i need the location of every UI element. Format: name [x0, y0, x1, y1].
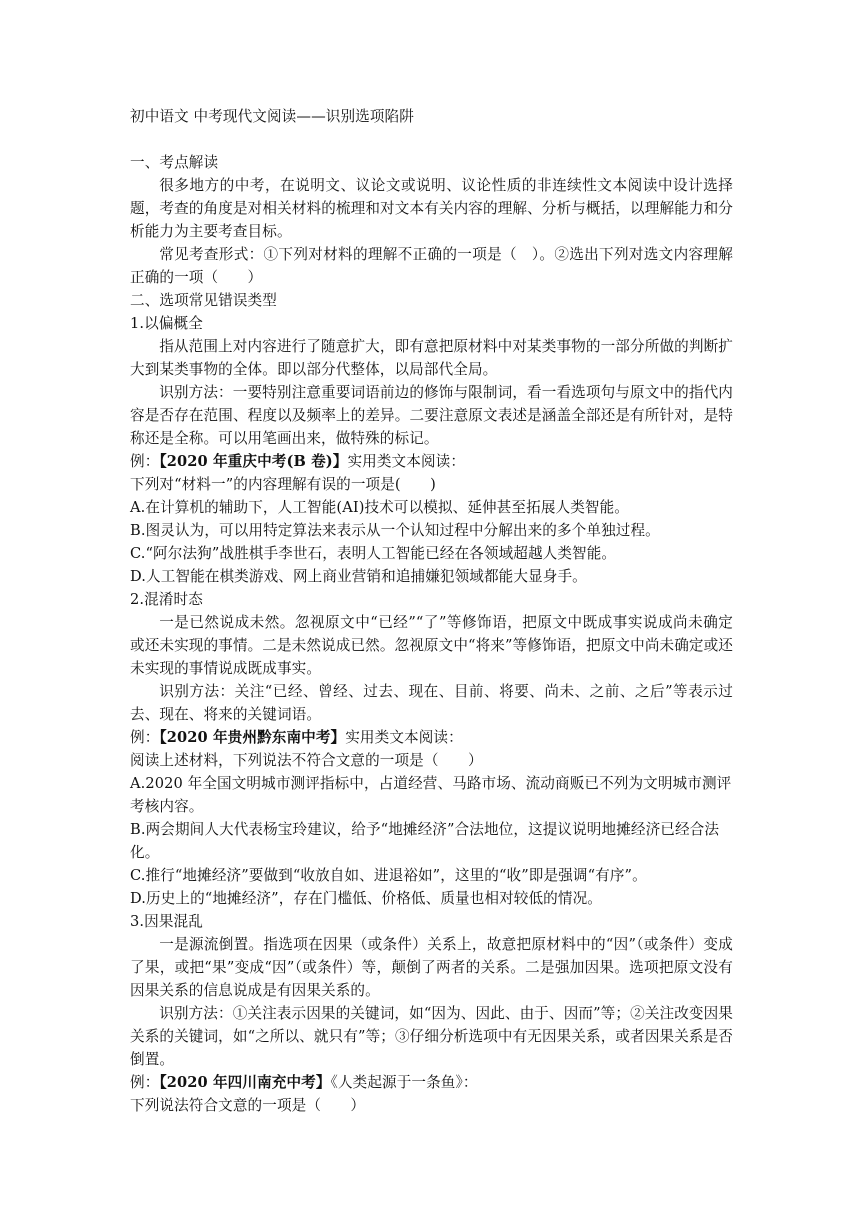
example-source [130, 1071, 733, 1094]
example-suffix: 实用类文本阅读： [347, 453, 466, 470]
example-source [130, 726, 733, 749]
paragraph: 一是源流倒置。指选项在因果（或条件）关系上，故意把原材料中的“因”（或条件）变成了果，或把“果”变成“因”（或条件）等，颠倒了两者的关系。二是强加因果。选项把原文没有因果关系的信息说成是有因果关系的。 [130, 936, 733, 999]
type-heading-2: 2.混淆时态 [130, 591, 203, 608]
document-title: 初中语文 中考现代文阅读——识别选项陷阱 [130, 108, 414, 125]
option: A.2020 年全国文明城市测评指标中，占道经营、马路市场、流动商贩已不列为文明城市测评考核内容。 [130, 775, 732, 815]
paragraph: 一是已然说成未然。忽视原文中“已经”“了”等修饰语，把原文中既成事实说成尚未确定或还未实现的事情。二是未然说成已然。忽视原文中“将来”等修饰语，把原文中尚未确定或还未实现的事情说成既成事实。 [130, 614, 733, 677]
paragraph: 很多地方的中考，在说明文、议论文或说明、议论性质的非连续性文本阅读中设计选择题，考查的角度是对相关材料的梳理和对文本有关内容的理解、分析与概括，以理解能力和分析能力为主要考查目标。 [130, 177, 733, 240]
example-prefix: 例： [130, 729, 160, 746]
paragraph: 指从范围上对内容进行了随意扩大，即有意把原材料中对某类事物的一部分所做的判断扩大到某类事物的全体。即以部分代整体，以局部代全局。 [130, 338, 733, 378]
option: D.历史上的“地摊经济”，存在门槛低、价格低、质量也相对较低的情况。 [130, 890, 602, 907]
example-source-bold: 【2020 年贵州黔东南中考】 [159, 729, 346, 746]
option: C.推行“地摊经济”要做到“收放自如、进退裕如”，这里的“收”即是强调“有序”。 [130, 867, 647, 884]
example-prefix: 例： [130, 1074, 160, 1091]
section-heading-2: 二、选项常见错误类型 [130, 292, 277, 309]
option: C.“阿尔法狗”战胜棋手李世石，表明人工智能已经在各领域超越人类智能。 [130, 545, 617, 562]
question: 下列说法符合文意的一项是（ ） [130, 1097, 366, 1114]
example-prefix: 例： [130, 453, 160, 470]
section-heading-1: 一、考点解读 [130, 154, 219, 171]
option: B.图灵认为，可以用特定算法来表示从一个认知过程中分解出来的多个单独过程。 [130, 522, 660, 539]
type-heading-3: 3.因果混乱 [130, 913, 203, 930]
paragraph: 识别方法：①关注表示因果的关键词，如“因为、因此、由于、因而”等；②关注改变因果关系的关键词，如“之所以、就只有”等；③仔细分析选项中有无因果关系，或者因果关系是否倒置。 [130, 1005, 733, 1068]
example-source-bold: 【2020 年重庆中考(B 卷)】 [159, 453, 348, 470]
question: 阅读上述材料，下列说法不符合文意的一项是（ ） [130, 752, 483, 769]
option: A.在计算机的辅助下，人工智能(AI)技术可以模拟、延伸甚至拓展人类智能。 [130, 499, 629, 516]
paragraph: 常见考查形式：①下列对材料的理解不正确的一项是（ ）。②选出下列对选文内容理解正确的一项（ ） [130, 246, 733, 286]
example-source-bold: 【2020 年四川南充中考】 [159, 1074, 331, 1091]
type-heading-1: 1.以偏概全 [130, 315, 203, 332]
example-source [130, 450, 733, 473]
question: 下列对“材料一”的内容理解有误的一项是( ) [130, 476, 436, 493]
example-suffix: 《人类起源于一条鱼》： [330, 1074, 478, 1091]
document-page [130, 105, 733, 1117]
example-suffix: 实用类文本阅读： [345, 729, 463, 746]
paragraph: 识别方法：一要特别注意重要词语前边的修饰与限制词，看一看选项句与原文中的指代内容是否存在范围、程度以及频率上的差异。二要注意原文表述是涵盖全部还是有所针对，是特称还是全称。可以用笔画出来，做特殊的标记。 [130, 384, 733, 447]
option: B.两会期间人大代表杨宝玲建议，给予“地摊经济”合法地位，这提议说明地摊经济已经合法化。 [130, 821, 720, 861]
paragraph: 识别方法：关注“已经、曾经、过去、现在、目前、将要、尚未、之前、之后”等表示过去、现在、将来的关键词语。 [130, 683, 733, 723]
option: D.人工智能在棋类游戏、网上商业营销和追捕嫌犯领域都能大显身手。 [130, 568, 587, 585]
